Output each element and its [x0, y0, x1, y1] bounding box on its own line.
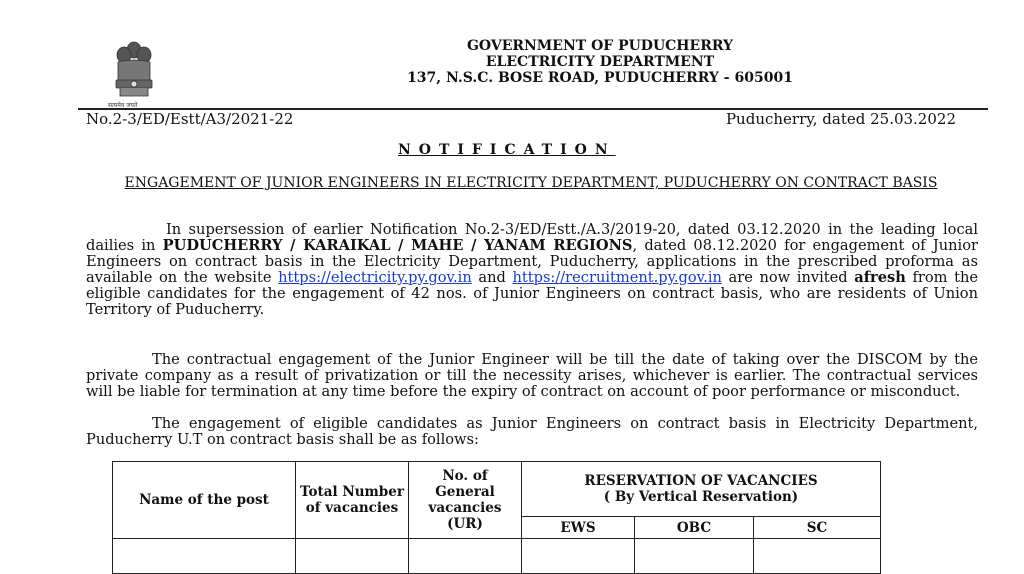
regions-text: PUDUCHERRY / KARAIKAL / MAHE / YANAM REGIONS [162, 237, 633, 254]
paragraph-contractual-engagement: The contractual engagement of the Junior Engineer will be till the date of taking over the DISCOM by the private company as a result of privatization or till the necessity arises, whichever is earlier. The contractual services will be liable for termination at any time before the expiry of contract on account of poor performance or misconduct. [86, 351, 978, 400]
afresh-text: afresh [854, 269, 906, 286]
national-emblem-icon [106, 38, 162, 108]
notification-title: NOTIFICATION [398, 142, 616, 158]
letterhead-government: GOVERNMENT OF PUDUCHERRY [466, 38, 734, 54]
subject-heading: ENGAGEMENT OF JUNIOR ENGINEERS IN ELECTRICITY DEPARTMENT, PUDUCHERRY ON CONTRACT BASIS [124, 175, 938, 191]
paragraph-supersession: In supersession of earlier Notification No.2-3/ED/Estt./A.3/2019-20, dated 03.12.2020 in the leading local dailies in PUDUCHERRY / KARAIKAL / MAHE / YANAM REGIONS, dated 08.12.2020 for engagement of Junior Engineers on contract basis in the Electricity Department, Puducherry, applications in the prescribed proforma as available on the website https://electricity.py.gov.in and https://recruitment.py.gov.in are now invited afresh from the eligible candidates for the engagement of 42 nos. of Junior Engineers on contract basis, who are residents of Union Territory of Puducherry. [86, 221, 978, 318]
table-row [113, 539, 881, 574]
header-obc: OBC [635, 517, 754, 539]
header-total-vacancies: Total Number of vacancies [296, 462, 409, 539]
header-general-vacancies: No. of General vacancies (UR) [409, 462, 522, 539]
vacancy-table [112, 461, 881, 574]
paragraph-engagement-details: The engagement of eligible candidates as Junior Engineers on contract basis in Electricity Department, Puducherry U.T on contract basis shall be as follows: [86, 415, 978, 448]
reservation-subtitle: ( By Vertical Reservation) [603, 489, 799, 505]
recruitment-website-link[interactable]: https://recruitment.py.gov.in [512, 269, 722, 286]
electricity-website-link[interactable]: https://electricity.py.gov.in [278, 269, 472, 286]
table-header-row [113, 462, 881, 517]
reservation-title: RESERVATION OF VACANCIES [584, 473, 818, 489]
reference-number: No.2-3/ED/Estt/A3/2021-22 [86, 110, 294, 128]
letterhead-department: ELECTRICITY DEPARTMENT [485, 54, 715, 70]
header-sc: SC [754, 517, 881, 539]
place-date: Puducherry, dated 25.03.2022 [725, 110, 956, 128]
header-ews: EWS [522, 517, 635, 539]
header-reservation [522, 462, 881, 517]
letterhead-address: 137, N.S.C. BOSE ROAD, PUDUCHERRY - 605001 [407, 70, 793, 86]
header-name-of-post: Name of the post [113, 462, 296, 539]
emblem-caption: सत्यमेव जयते [108, 102, 138, 109]
